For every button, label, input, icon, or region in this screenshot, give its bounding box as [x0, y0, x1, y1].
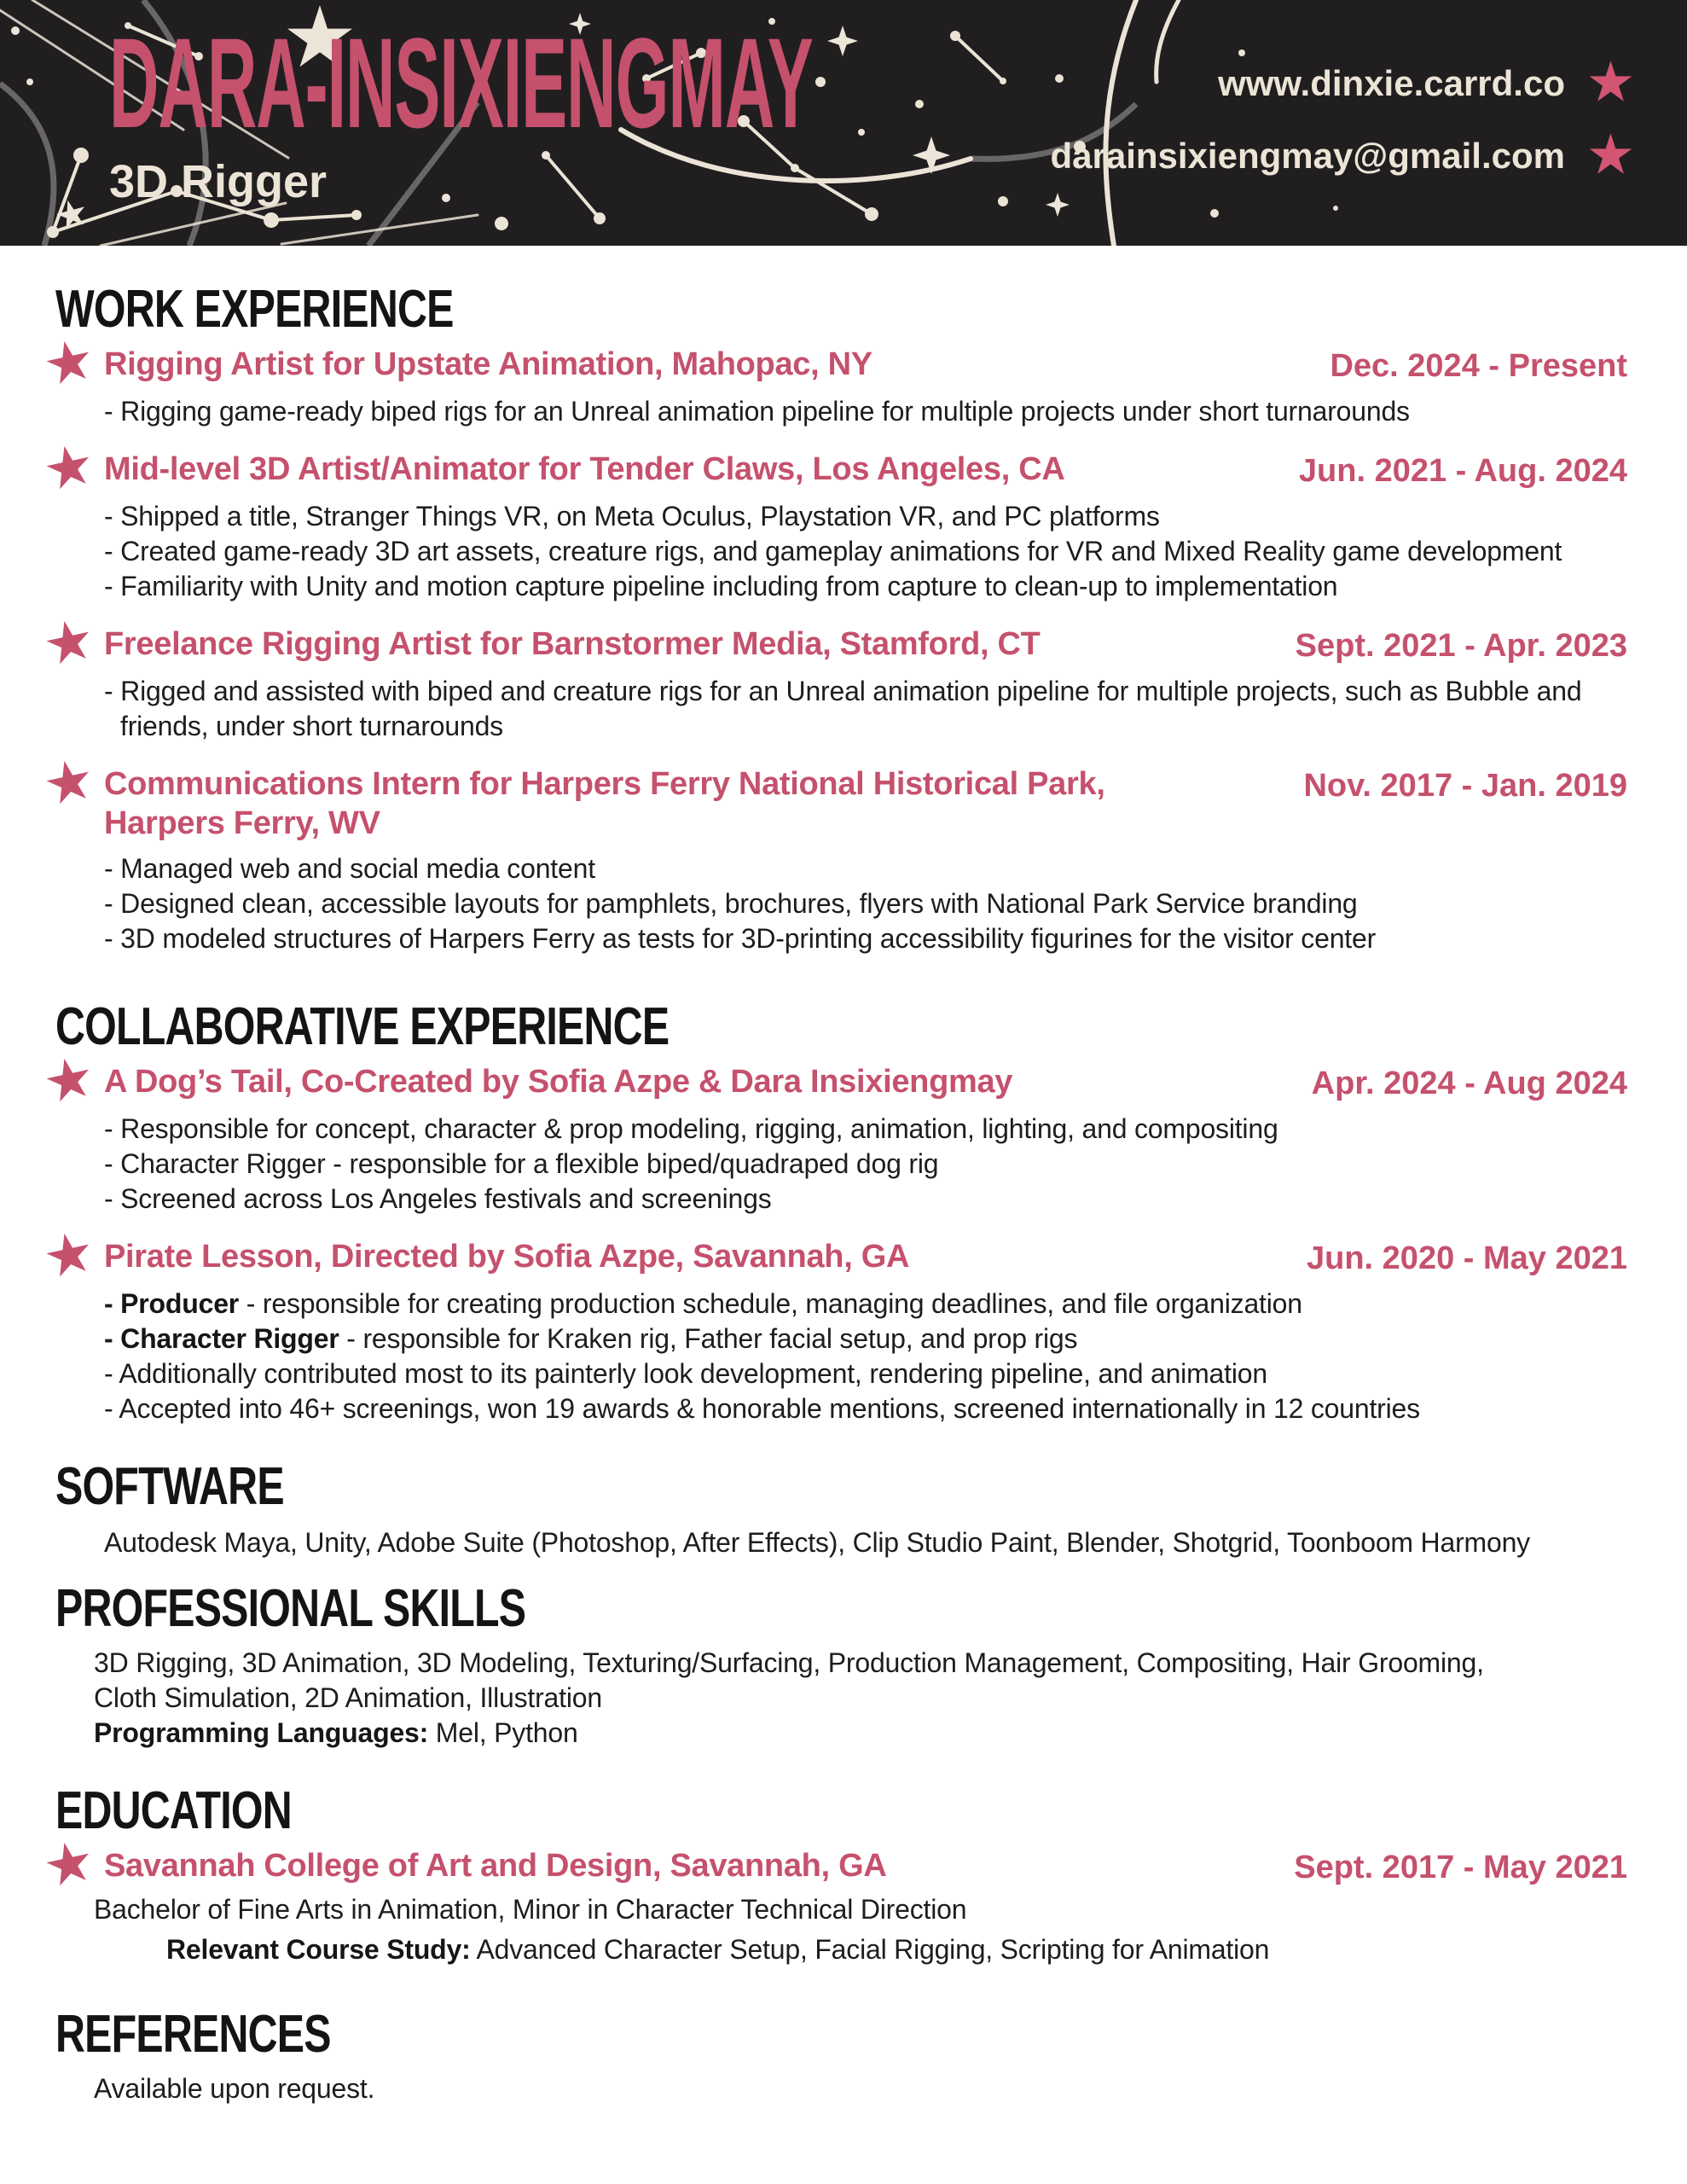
entry-date: Nov. 2017 - Jan. 2019	[1303, 768, 1627, 804]
entry-header	[104, 1062, 1627, 1103]
bullet-item: - Responsible for concept, character & prop modeling, rigging, animation, lighting, and compositing	[104, 1112, 1627, 1147]
bullet-item: - Rigging game-ready biped rigs for an Unreal animation pipeline for multiple projects under short turnarounds	[104, 394, 1627, 429]
entry-title-line: Pirate Lesson, Directed by Sofia Azpe, Savannah, GA	[104, 1239, 910, 1275]
entry-title	[104, 624, 1041, 664]
section-collaborative	[55, 997, 1627, 1426]
section-work	[55, 280, 1627, 956]
contact-block	[1050, 0, 1634, 242]
resume-entry	[55, 764, 1627, 956]
bullet-item: - Additionally contributed most to its painterly look development, rendering pipeline, and animation	[104, 1356, 1627, 1391]
entry-title	[104, 764, 1105, 843]
entry-title-line: Savannah College of Art and Design, Savannah, GA	[104, 1848, 887, 1884]
star-icon	[41, 615, 97, 671]
entry-title-line: A Dog’s Tail, Co-Created by Sofia Azpe & Dara Insixiengmay	[104, 1064, 1013, 1100]
resume-entry	[55, 1062, 1627, 1217]
entry-subline: Relevant Course Study: Advanced Character Setup, Facial Rigging, Scripting for Animation	[166, 1934, 1270, 1965]
paragraph: Autodesk Maya, Unity, Adobe Suite (Photoshop, After Effects), Clip Studio Paint, Blender, Shotgrid, Toonboom Harmony	[104, 1527, 1530, 1558]
website-text: www.dinxie.carrd.co	[1218, 62, 1565, 103]
subline-bold-lead: Relevant Course Study:	[166, 1934, 471, 1965]
bullet-list	[104, 1287, 1627, 1426]
resume-entry	[55, 345, 1627, 429]
entry-date: Sept. 2021 - Apr. 2023	[1295, 628, 1627, 664]
entry-title	[104, 345, 872, 384]
bullet-bold-lead: Character Rigger	[120, 1323, 339, 1354]
entry-title-line: Freelance Rigging Artist for Barnstormer Media, Stamford, CT	[104, 626, 1041, 662]
entry-date: Sept. 2017 - May 2021	[1294, 1850, 1627, 1885]
bullet-item: - Screened across Los Angeles festivals and screenings	[104, 1182, 1627, 1217]
paragraph-bold-lead: Programming Languages:	[94, 1717, 429, 1748]
entry-subline: Bachelor of Fine Arts in Animation, Minor in Character Technical Direction	[94, 1894, 967, 1925]
section-software	[55, 1457, 1627, 1560]
resume-body	[0, 280, 1687, 2106]
entry-header	[104, 1237, 1627, 1278]
star-icon	[41, 1228, 97, 1284]
bullet-list	[104, 1112, 1627, 1217]
section-heading: SOFTWARE	[55, 1457, 284, 1516]
entry-title-line: Rigging Artist for Upstate Animation, Mahopac, NY	[104, 346, 872, 382]
entry-title	[104, 1237, 909, 1276]
website-row	[1050, 60, 1634, 107]
resume-entry	[55, 1237, 1627, 1426]
entry-date: Jun. 2020 - May 2021	[1307, 1240, 1627, 1276]
bullet-list	[104, 674, 1627, 744]
bullet-item: - Managed web and social media content	[104, 851, 1627, 886]
paragraph: 3D Rigging, 3D Animation, 3D Modeling, Texturing/Surfacing, Production Management, Compositing, Hair Grooming,	[94, 1647, 1484, 1678]
entry-title	[104, 450, 1065, 489]
bullet-item: - Familiarity with Unity and motion capture pipeline including from capture to clean-up to implementation	[104, 569, 1627, 604]
entry-title	[104, 1846, 887, 1885]
entry-header	[104, 1846, 1627, 1887]
entry-header	[104, 450, 1627, 491]
resume-entry	[55, 450, 1627, 604]
bullet-item: - Designed clean, accessible layouts for pamphlets, brochures, flyers with National Park Service branding	[104, 886, 1627, 921]
star-icon	[41, 440, 97, 497]
person-job-title: 3D Rigger	[109, 156, 328, 207]
person-name: DARA-INSIXIENGMAY	[109, 11, 813, 154]
bullet-item: - Accepted into 46+ screenings, won 19 awards & honorable mentions, screened internationally in 12 countries	[104, 1391, 1627, 1426]
entry-title	[104, 1062, 1012, 1101]
entry-header	[104, 345, 1627, 386]
bullet-bold-lead: Producer	[120, 1288, 240, 1319]
section-education	[55, 1781, 1627, 1967]
entry-header	[104, 624, 1627, 665]
bullet-item: - Shipped a title, Stranger Things VR, on Meta Oculus, Playstation VR, and PC platforms	[104, 499, 1627, 534]
section-heading: COLLABORATIVE EXPERIENCE	[55, 997, 670, 1056]
star-icon	[41, 1053, 97, 1109]
section-heading: REFERENCES	[55, 2005, 331, 2064]
entry-date: Dec. 2024 - Present	[1330, 348, 1627, 384]
paragraph: Available upon request.	[94, 2073, 375, 2104]
bullet-list	[104, 394, 1627, 429]
bullet-item: - Created game-ready 3D art assets, creature rigs, and gameplay animations for VR and Mixed Reality game development	[104, 534, 1627, 569]
header	[0, 0, 1687, 246]
star-icon	[1587, 132, 1634, 179]
section-skills	[55, 1579, 1627, 1751]
star-icon	[41, 335, 97, 392]
star-icon	[1587, 60, 1634, 107]
paragraph: Programming Languages: Mel, Python	[94, 1717, 578, 1748]
entry-title-line: Harpers Ferry, WV	[104, 805, 380, 841]
section-heading: PROFESSIONAL SKILLS	[55, 1579, 526, 1638]
paragraph: Cloth Simulation, 2D Animation, Illustration	[94, 1682, 602, 1713]
entry-header	[104, 764, 1627, 843]
section-heading: WORK EXPERIENCE	[55, 280, 454, 339]
star-icon	[41, 755, 97, 811]
entry-title-line: Mid-level 3D Artist/Animator for Tender Claws, Los Angeles, CA	[104, 451, 1065, 487]
bullet-item: - Character Rigger - responsible for a flexible biped/quadraped dog rig	[104, 1147, 1627, 1182]
bullet-item: - 3D modeled structures of Harpers Ferry as tests for 3D-printing accessibility figurines for the visitor center	[104, 921, 1627, 956]
bullet-list	[104, 851, 1627, 956]
bullet-list	[104, 499, 1627, 604]
bullet-item: - Rigged and assisted with biped and creature rigs for an Unreal animation pipeline for multiple projects, such as Bubble and friends, under short turnarounds	[104, 674, 1627, 744]
bullet-item: - Character Rigger - responsible for Kraken rig, Father facial setup, and prop rigs	[104, 1321, 1627, 1356]
star-icon	[41, 1837, 97, 1893]
resume-entry	[55, 624, 1627, 744]
email-text: darainsixiengmay@gmail.com	[1050, 135, 1565, 176]
bullet-item: - Producer - responsible for creating production schedule, managing deadlines, and file organization	[104, 1287, 1627, 1321]
entry-title-line: Communications Intern for Harpers Ferry National Historical Park,	[104, 766, 1105, 802]
email-row	[1050, 132, 1634, 179]
section-heading: EDUCATION	[55, 1781, 292, 1840]
entry-date: Apr. 2024 - Aug 2024	[1311, 1066, 1627, 1101]
section-references	[55, 2005, 1627, 2106]
entry-date: Jun. 2021 - Aug. 2024	[1298, 453, 1627, 489]
resume-entry	[55, 1846, 1627, 1967]
